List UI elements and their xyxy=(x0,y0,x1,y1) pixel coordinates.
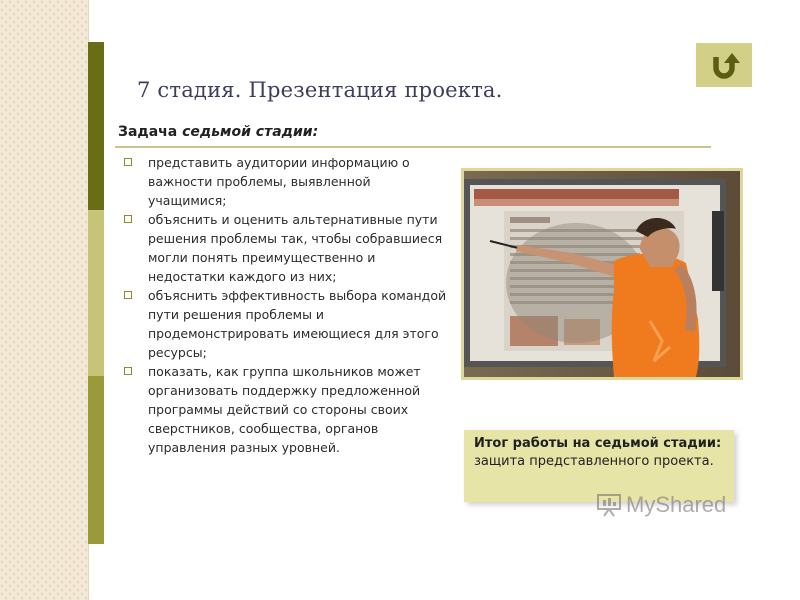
accent-band-bottom xyxy=(88,376,104,544)
u-turn-arrow-icon xyxy=(707,49,741,81)
subtitle-italic: седьмой стадии: xyxy=(182,124,319,140)
bullet-item xyxy=(122,153,452,210)
watermark-text: MyShared xyxy=(626,492,727,517)
bullet-item xyxy=(122,362,452,457)
student-at-whiteboard-photo xyxy=(461,168,743,380)
back-button[interactable] xyxy=(696,43,752,87)
subtitle-divider xyxy=(115,146,711,148)
presentation-board-icon xyxy=(596,493,622,517)
task-bullet-list xyxy=(122,153,452,457)
bullet-square-icon xyxy=(124,215,132,223)
bullet-text: показать, как группа школьников может организовать поддержку предложенной программы действий со стороны своих сверстников, сообщества, органов управления разных уровней. xyxy=(148,364,421,455)
bullet-text: объяснить эффективность выбора командой пути решения проблемы и продемонстрировать имеющиеся для этого ресурсы; xyxy=(148,288,447,360)
result-text: защита представленного проекта. xyxy=(474,454,714,469)
accent-band-top xyxy=(88,42,104,210)
bullet-text: объяснить и оценить альтернативные пути решения проблемы так, чтобы собравшиеся могли понять преимущественно и недостатки каждого из них; xyxy=(148,212,443,284)
result-title: Итог работы на седьмой стадии: xyxy=(474,436,722,451)
bullet-square-icon xyxy=(124,367,132,375)
bullet-square-icon xyxy=(124,291,132,299)
bullet-square-icon xyxy=(124,158,132,166)
subtitle-plain: Задача xyxy=(118,124,178,140)
accent-band-middle xyxy=(88,210,104,376)
slide-title: 7 стадия. Презентация проекта. xyxy=(137,78,503,102)
bullet-item xyxy=(122,210,452,286)
decorative-side-strip xyxy=(0,0,89,600)
myshared-watermark xyxy=(596,492,726,518)
bullet-item xyxy=(122,286,452,362)
bullet-text: представить аудитории информацию о важности проблемы, выявленной учащимися; xyxy=(148,155,410,208)
slide-subtitle xyxy=(118,124,318,140)
